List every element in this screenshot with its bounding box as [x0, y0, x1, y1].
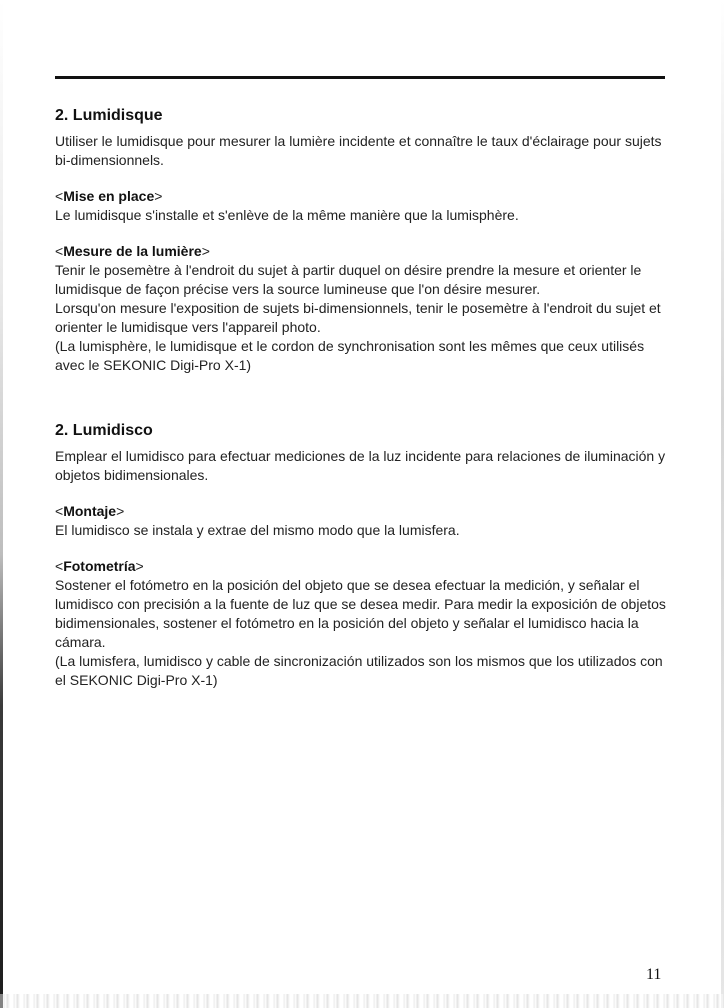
spanish-mounting-subheading — [55, 502, 667, 521]
page-bottom-scan-noise — [0, 994, 724, 1008]
spanish-mounting-text: El lumidisco se instala y extrae del mismo modo que la lumisfera. — [55, 522, 460, 538]
spanish-photometry-close-bracket: > — [135, 558, 144, 574]
french-placement-open-bracket: < — [55, 188, 64, 204]
french-heading: 2. Lumidisque — [55, 107, 163, 124]
spanish-mounting-title: Montaje — [63, 503, 117, 519]
top-horizontal-rule — [55, 76, 665, 79]
french-measure-title: Mesure de la lumière — [63, 243, 202, 259]
french-measure-close-bracket: > — [201, 243, 210, 259]
spanish-mounting-open-bracket: < — [55, 503, 64, 519]
spanish-photometry-text-1: Sostener el fotómetro en la posición del objeto que se desea efectuar la medición, y señalar el lumidisco con precisión a la fuente de luz que se desea medir. Para medir la exposición de objetos bidimensionales, sostener el fotómetro en la posición del objeto y señalar el lumidisco hacia la cámara. — [55, 577, 666, 650]
french-measure-open-bracket: < — [55, 243, 64, 259]
french-placement-title: Mise en place — [63, 188, 155, 204]
french-section — [55, 106, 667, 375]
french-placement-subheading — [55, 187, 667, 206]
french-measure-text-2: Lorsqu'on mesure l'exposition de sujets bi-dimensionnels, tenir le posemètre à l'endroit du sujet et orienter le lumidisque vers l'appareil photo. — [55, 300, 661, 335]
page-left-edge-shadow — [0, 0, 3, 1008]
spanish-photometry-title: Fotometría — [63, 558, 136, 574]
spanish-photometry-open-bracket: < — [55, 558, 64, 574]
french-measure-text-1: Tenir le posemètre à l'endroit du sujet à partir duquel on désire prendre la mesure et orienter le lumidisque de façon précise vers la source lumineuse que l'on désire mesurer. — [55, 262, 642, 297]
spanish-mounting-close-bracket: > — [116, 503, 125, 519]
spanish-heading: 2. Lumidisco — [55, 422, 153, 439]
document-body — [55, 106, 667, 690]
french-measure-subheading — [55, 242, 667, 261]
page-number: 11 — [646, 966, 662, 983]
spanish-photometry-text-2: (La lumisfera, lumidisco y cable de sincronización utilizados son los mismos que los utilizados con el SEKONIC Digi-Pro X-1) — [55, 653, 663, 688]
french-placement-text: Le lumidisque s'installe et s'enlève de la même manière que la lumisphère. — [55, 207, 519, 223]
french-intro: Utiliser le lumidisque pour mesurer la lumière incidente et connaître le taux d'éclairage pour sujets bi-dimensionnels. — [55, 133, 662, 168]
spanish-section — [55, 421, 667, 690]
spanish-photometry-subheading — [55, 557, 667, 576]
french-placement-close-bracket: > — [154, 188, 163, 204]
spanish-intro: Emplear el lumidisco para efectuar mediciones de la luz incidente para relaciones de iluminación y objetos bidimensionales. — [55, 448, 666, 483]
french-measure-text-3: (La lumisphère, le lumidisque et le cordon de synchronisation sont les mêmes que ceux utilisés avec le SEKONIC Digi-Pro X-1) — [55, 338, 645, 373]
